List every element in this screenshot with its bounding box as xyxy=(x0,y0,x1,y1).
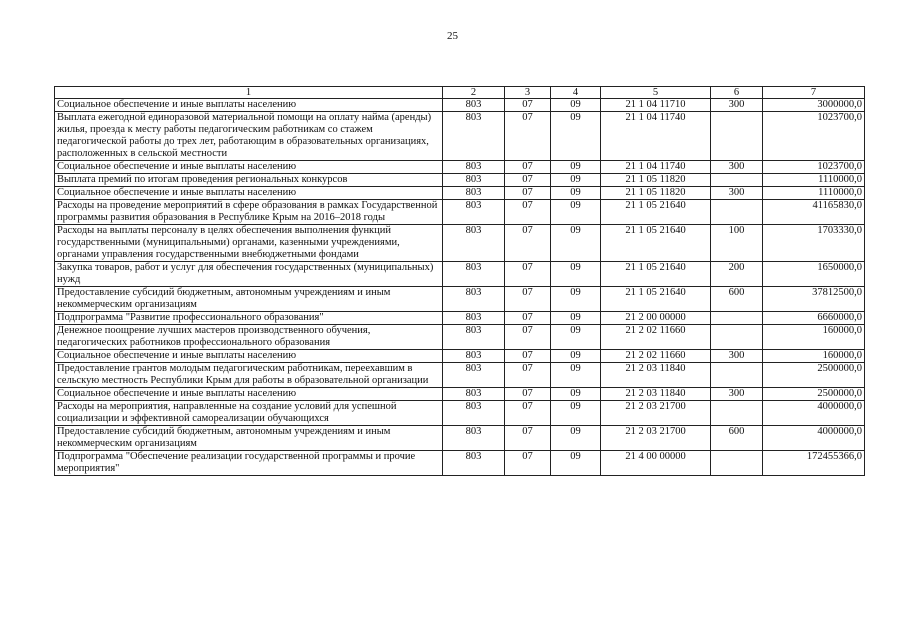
amount-cell: 1650000,0 xyxy=(763,262,865,287)
amount-cell: 37812500,0 xyxy=(763,287,865,312)
subsection-cell: 09 xyxy=(551,363,601,388)
ved-cell: 803 xyxy=(443,325,505,350)
section-cell: 07 xyxy=(505,287,551,312)
expense-type-cell: 300 xyxy=(711,187,763,200)
row-name-cell: Социальное обеспечение и иные выплаты населению xyxy=(55,99,443,112)
amount-cell: 2500000,0 xyxy=(763,363,865,388)
row-name-cell: Расходы на выплаты персоналу в целях обеспечения выполнения функций государственными (муниципальными) органами, казенными учреждениями, органами управления государственными внебюджетными фондами xyxy=(55,225,443,262)
expense-type-cell: 600 xyxy=(711,426,763,451)
row-name-cell: Предоставление субсидий бюджетным, автономным учреждениям и иным некоммерческим организациям xyxy=(55,426,443,451)
section-cell: 07 xyxy=(505,401,551,426)
subsection-cell: 09 xyxy=(551,112,601,161)
amount-cell: 172455366,0 xyxy=(763,451,865,476)
row-name-cell: Денежное поощрение лучших мастеров производственного обучения, педагогических работников профессионального образования xyxy=(55,325,443,350)
amount-cell: 2500000,0 xyxy=(763,388,865,401)
subsection-cell: 09 xyxy=(551,287,601,312)
ved-cell: 803 xyxy=(443,312,505,325)
column-header: 4 xyxy=(551,87,601,99)
target-article-cell: 21 1 05 11820 xyxy=(601,174,711,187)
ved-cell: 803 xyxy=(443,200,505,225)
column-header: 1 xyxy=(55,87,443,99)
table-row xyxy=(55,312,865,325)
subsection-cell: 09 xyxy=(551,262,601,287)
table-row xyxy=(55,451,865,476)
expense-type-cell: 300 xyxy=(711,350,763,363)
section-cell: 07 xyxy=(505,225,551,262)
table-row xyxy=(55,401,865,426)
table-row xyxy=(55,187,865,200)
target-article-cell: 21 2 00 00000 xyxy=(601,312,711,325)
subsection-cell: 09 xyxy=(551,161,601,174)
ved-cell: 803 xyxy=(443,363,505,388)
section-cell: 07 xyxy=(505,161,551,174)
column-header: 6 xyxy=(711,87,763,99)
amount-cell: 41165830,0 xyxy=(763,200,865,225)
target-article-cell: 21 2 02 11660 xyxy=(601,350,711,363)
section-cell: 07 xyxy=(505,388,551,401)
ved-cell: 803 xyxy=(443,350,505,363)
target-article-cell: 21 1 04 11740 xyxy=(601,161,711,174)
column-header: 7 xyxy=(763,87,865,99)
target-article-cell: 21 4 00 00000 xyxy=(601,451,711,476)
row-name-cell: Выплата ежегодной единоразовой материальной помощи на оплату найма (аренды) жилья, проезда к месту работы педагогическим работникам со стажем педагогической работы до трех лет, работающим в образовательных организациях, расположенных в сельской местности xyxy=(55,112,443,161)
ved-cell: 803 xyxy=(443,161,505,174)
expense-type-cell xyxy=(711,112,763,161)
section-cell: 07 xyxy=(505,99,551,112)
expense-type-cell: 300 xyxy=(711,99,763,112)
row-name-cell: Социальное обеспечение и иные выплаты населению xyxy=(55,350,443,363)
section-cell: 07 xyxy=(505,262,551,287)
subsection-cell: 09 xyxy=(551,225,601,262)
row-name-cell: Расходы на мероприятия, направленные на создание условий для успешной социализации и эффективной самореализации обучающихся xyxy=(55,401,443,426)
table-row xyxy=(55,426,865,451)
table-row xyxy=(55,325,865,350)
table-row xyxy=(55,174,865,187)
expense-type-cell: 300 xyxy=(711,161,763,174)
row-name-cell: Социальное обеспечение и иные выплаты населению xyxy=(55,388,443,401)
expense-type-cell: 200 xyxy=(711,262,763,287)
ved-cell: 803 xyxy=(443,287,505,312)
table-row xyxy=(55,112,865,161)
target-article-cell: 21 1 05 21640 xyxy=(601,262,711,287)
row-name-cell: Социальное обеспечение и иные выплаты населению xyxy=(55,187,443,200)
target-article-cell: 21 1 05 21640 xyxy=(601,225,711,262)
table-row xyxy=(55,225,865,262)
row-name-cell: Подпрограмма "Развитие профессионального образования" xyxy=(55,312,443,325)
section-cell: 07 xyxy=(505,200,551,225)
amount-cell: 1023700,0 xyxy=(763,161,865,174)
target-article-cell: 21 1 05 11820 xyxy=(601,187,711,200)
row-name-cell: Предоставление грантов молодым педагогическим работникам, переехавшим в сельскую местность Республики Крым для работы в образовательной организации xyxy=(55,363,443,388)
ved-cell: 803 xyxy=(443,225,505,262)
table-row xyxy=(55,287,865,312)
row-name-cell: Подпрограмма "Обеспечение реализации государственной программы и прочие мероприятия" xyxy=(55,451,443,476)
target-article-cell: 21 2 03 11840 xyxy=(601,363,711,388)
table-row xyxy=(55,200,865,225)
target-article-cell: 21 1 04 11710 xyxy=(601,99,711,112)
expense-type-cell xyxy=(711,451,763,476)
section-cell: 07 xyxy=(505,325,551,350)
ved-cell: 803 xyxy=(443,401,505,426)
expense-type-cell: 100 xyxy=(711,225,763,262)
subsection-cell: 09 xyxy=(551,312,601,325)
expense-type-cell xyxy=(711,363,763,388)
expense-type-cell xyxy=(711,174,763,187)
row-name-cell: Предоставление субсидий бюджетным, автономным учреждениям и иным некоммерческим организациям xyxy=(55,287,443,312)
table-row xyxy=(55,99,865,112)
section-cell: 07 xyxy=(505,426,551,451)
target-article-cell: 21 1 05 21640 xyxy=(601,200,711,225)
target-article-cell: 21 2 02 11660 xyxy=(601,325,711,350)
budget-table xyxy=(54,86,865,476)
section-cell: 07 xyxy=(505,363,551,388)
section-cell: 07 xyxy=(505,451,551,476)
page-number: 25 xyxy=(447,30,458,42)
table-row xyxy=(55,363,865,388)
expense-type-cell: 600 xyxy=(711,287,763,312)
amount-cell: 160000,0 xyxy=(763,350,865,363)
column-header: 5 xyxy=(601,87,711,99)
table-row xyxy=(55,388,865,401)
subsection-cell: 09 xyxy=(551,350,601,363)
amount-cell: 160000,0 xyxy=(763,325,865,350)
target-article-cell: 21 1 04 11740 xyxy=(601,112,711,161)
amount-cell: 6660000,0 xyxy=(763,312,865,325)
row-name-cell: Выплата премий по итогам проведения региональных конкурсов xyxy=(55,174,443,187)
amount-cell: 4000000,0 xyxy=(763,401,865,426)
subsection-cell: 09 xyxy=(551,187,601,200)
column-header: 2 xyxy=(443,87,505,99)
expense-type-cell: 300 xyxy=(711,388,763,401)
ved-cell: 803 xyxy=(443,451,505,476)
row-name-cell: Социальное обеспечение и иные выплаты населению xyxy=(55,161,443,174)
section-cell: 07 xyxy=(505,112,551,161)
amount-cell: 1703330,0 xyxy=(763,225,865,262)
section-cell: 07 xyxy=(505,350,551,363)
amount-cell: 1110000,0 xyxy=(763,174,865,187)
section-cell: 07 xyxy=(505,312,551,325)
subsection-cell: 09 xyxy=(551,451,601,476)
table-row xyxy=(55,161,865,174)
subsection-cell: 09 xyxy=(551,174,601,187)
ved-cell: 803 xyxy=(443,187,505,200)
expense-type-cell xyxy=(711,312,763,325)
expense-type-cell xyxy=(711,401,763,426)
header-row xyxy=(55,87,865,99)
subsection-cell: 09 xyxy=(551,401,601,426)
subsection-cell: 09 xyxy=(551,426,601,451)
ved-cell: 803 xyxy=(443,112,505,161)
expense-type-cell xyxy=(711,200,763,225)
target-article-cell: 21 2 03 21700 xyxy=(601,426,711,451)
amount-cell: 4000000,0 xyxy=(763,426,865,451)
expense-type-cell xyxy=(711,325,763,350)
target-article-cell: 21 1 05 21640 xyxy=(601,287,711,312)
section-cell: 07 xyxy=(505,187,551,200)
row-name-cell: Закупка товаров, работ и услуг для обеспечения государственных (муниципальных) нужд xyxy=(55,262,443,287)
subsection-cell: 09 xyxy=(551,99,601,112)
ved-cell: 803 xyxy=(443,388,505,401)
ved-cell: 803 xyxy=(443,262,505,287)
amount-cell: 1110000,0 xyxy=(763,187,865,200)
table-row xyxy=(55,262,865,287)
ved-cell: 803 xyxy=(443,174,505,187)
subsection-cell: 09 xyxy=(551,200,601,225)
ved-cell: 803 xyxy=(443,426,505,451)
subsection-cell: 09 xyxy=(551,388,601,401)
section-cell: 07 xyxy=(505,174,551,187)
row-name-cell: Расходы на проведение мероприятий в сфере образования в рамках Государственной программы развития образования в Республике Крым на 2016–2018 годы xyxy=(55,200,443,225)
target-article-cell: 21 2 03 11840 xyxy=(601,388,711,401)
column-header: 3 xyxy=(505,87,551,99)
target-article-cell: 21 2 03 21700 xyxy=(601,401,711,426)
ved-cell: 803 xyxy=(443,99,505,112)
subsection-cell: 09 xyxy=(551,325,601,350)
amount-cell: 3000000,0 xyxy=(763,99,865,112)
amount-cell: 1023700,0 xyxy=(763,112,865,161)
table-row xyxy=(55,350,865,363)
